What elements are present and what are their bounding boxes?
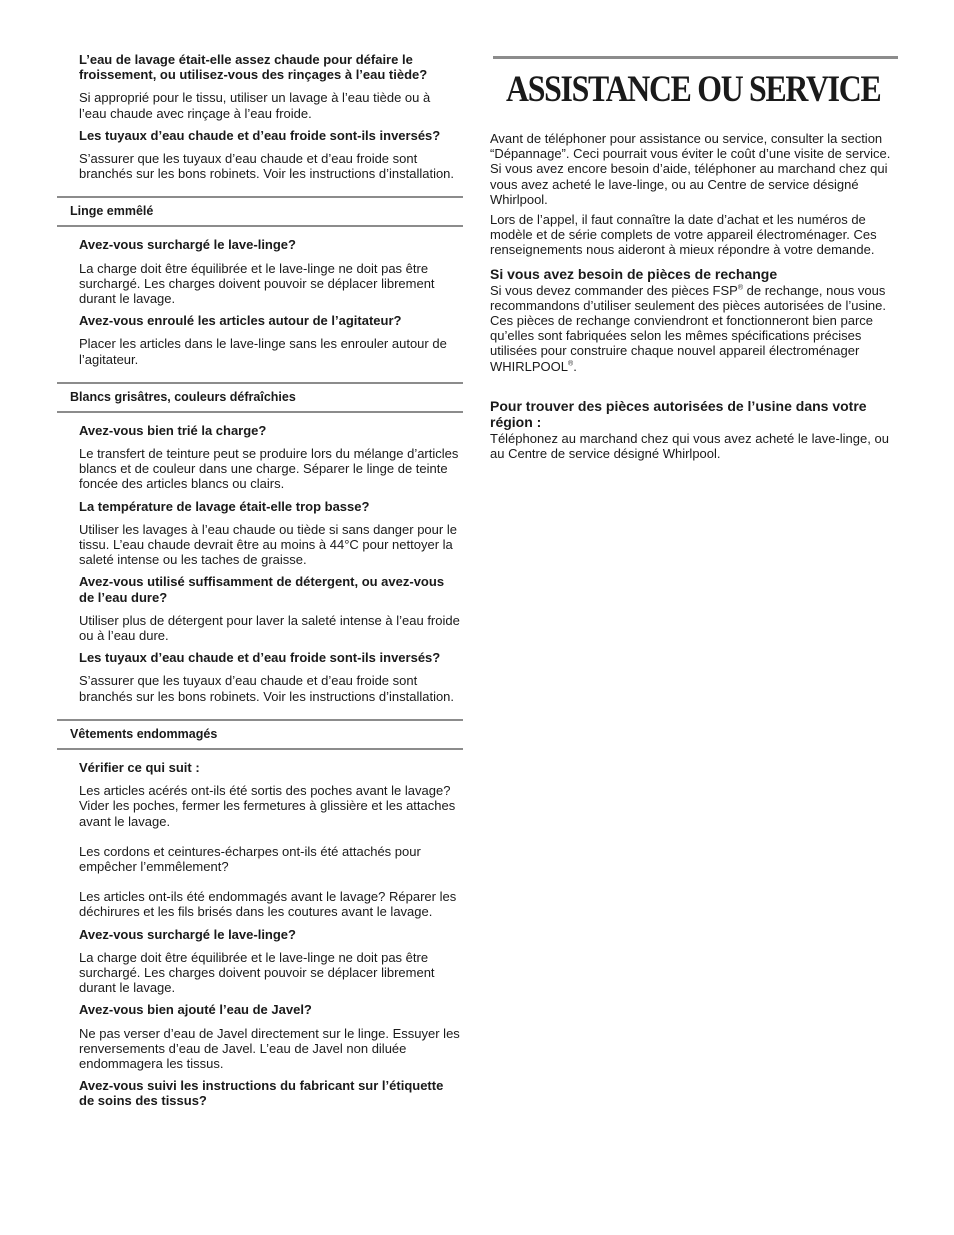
text-span: de rechange, nous vous recommandons d’utiliser seulement des pièces autorisées de l’usine. Ces pièces de rechange conviendront et fonctionneront bien parce qu’elles sont fabriquées selon les mêmes spécifications précises utilisées pour construire chaque nouvel appareil électroménager WHIRLPOOL	[490, 282, 886, 374]
section-greyed-whites	[57, 423, 463, 704]
question: Avez-vous suivi les instructions du fabricant sur l’étiquette de soins des tissus?	[79, 1078, 444, 1109]
answer: S’assurer que les tuyaux d’eau chaude et d’eau froide sont branchés sur les bons robinets. Voir les instructions d’installation.	[79, 151, 455, 182]
subheading: Pour trouver des pièces autorisées de l’usine dans votre région :	[490, 397, 867, 430]
registered-mark: ®	[568, 360, 574, 368]
question: Avez-vous bien ajouté l’eau de Javel?	[79, 1002, 312, 1018]
answer: Les articles ont-ils été endommagés avant le lavage? Réparer les déchirures et les fils brisés dans les coutures avant le lavage.	[79, 889, 457, 920]
answer: S’assurer que les tuyaux d’eau chaude et d’eau froide sont branchés sur les bons robinets. Voir les instructions d’installation.	[79, 673, 455, 704]
question: Avez-vous surchargé le lave-linge?	[79, 926, 296, 942]
section-heading: Vêtements endommagés	[57, 719, 463, 750]
answer: Les cordons et ceintures-écharpes ont-ils été attachés pour empêcher l’emmêlement?	[79, 843, 421, 874]
question: Avez-vous surchargé le lave-linge?	[79, 237, 296, 253]
registered-mark: ®	[737, 284, 744, 292]
page-title: ASSISTANCE OU SERVICE	[506, 69, 881, 110]
section-heading: Blancs grisâtres, couleurs défraîchies	[57, 382, 463, 413]
question: L’eau de lavage était-elle assez chaude pour défaire le froissement, ou utilisez-vous des rinçages à l’eau tiède?	[79, 52, 428, 83]
title-rule	[493, 56, 898, 59]
answer: Les articles acérés ont-ils été sortis des poches avant le lavage? Vider les poches, fermer les fermetures à glissière et les attaches avant le lavage.	[79, 783, 456, 829]
answer: Utiliser les lavages à l’eau chaude ou tiède si sans danger pour le tissu. L’eau chaude devrait être au moins à 44°C pour nettoyer la saleté intense ou les taches de graisse.	[79, 521, 457, 568]
paragraph	[490, 283, 898, 374]
answer: Le transfert de teinture peut se produire lors du mélange d’articles blancs et de couleur dans une charge. Séparer le linge de teinte foncée des articles blancs ou clairs.	[79, 446, 459, 492]
text-span: .	[573, 358, 577, 374]
intro-block	[57, 52, 463, 181]
right-column	[490, 56, 898, 466]
question: Avez-vous utilisé suffisamment de détergent, ou avez-vous de l’eau dure?	[79, 574, 445, 605]
question: Les tuyaux d’eau chaude et d’eau froide sont-ils inversés?	[79, 650, 441, 666]
answer: Ne pas verser d’eau de Javel directement sur le linge. Essuyer les renversements d’eau de Javel. L’eau de Javel non diluée endommagera les tissus.	[79, 1025, 460, 1071]
left-column	[57, 52, 463, 1117]
question: Les tuyaux d’eau chaude et d’eau froide sont-ils inversés?	[79, 127, 441, 143]
answer: La charge doit être équilibrée et le lave-linge ne doit pas être surchargé. Les charges doivent pouvoir se déplacer librement durant le lavage.	[79, 949, 435, 996]
paragraph: Téléphonez au marchand chez qui vous avez acheté le lave-linge, ou au Centre de service désigné Whirlpool.	[490, 430, 889, 462]
answer: Placer les articles dans le lave-linge sans les enrouler autour de l’agitateur.	[79, 336, 447, 367]
answer: La charge doit être équilibrée et le lave-linge ne doit pas être surchargé. Les charges doivent pouvoir se déplacer librement durant le lavage.	[79, 260, 435, 307]
text-span: Si vous devez commander des pièces FSP	[490, 282, 738, 298]
question: Avez-vous bien trié la charge?	[79, 422, 267, 438]
paragraph: Avant de téléphoner pour assistance ou service, consulter la section “Dépannage”. Ceci pourrait vous éviter le coût d’une visite de service. Si vous avez encore besoin d’aide, téléphoner au marchand chez qui vous avez acheté le lave-linge, ou au Centre de service désigné Whirlpool.	[490, 131, 891, 207]
section-damaged-clothes	[57, 760, 463, 1109]
question: Avez-vous enroulé les articles autour de l’agitateur?	[79, 313, 402, 329]
answer: Utiliser plus de détergent pour laver la saleté intense à l’eau froide ou à l’eau dure.	[79, 612, 460, 644]
section-heading: Linge emmêlé	[57, 196, 463, 227]
subheading: Si vous avez besoin de pièces de rechange	[490, 265, 778, 282]
answer: Si approprié pour le tissu, utiliser un lavage à l’eau tiède ou à l’eau chaude avec rinçage à l’eau froide.	[79, 90, 431, 121]
section-tangled-linen	[57, 237, 463, 366]
paragraph: Lors de l’appel, il faut connaître la date d’achat et les numéros de modèle et de série complets de votre appareil électroménager. Ces renseignements nous aideront à mieux répondre à votre demande.	[490, 212, 877, 258]
question: Vérifier ce qui suit :	[79, 759, 200, 775]
question: La température de lavage était-elle trop basse?	[79, 498, 370, 514]
